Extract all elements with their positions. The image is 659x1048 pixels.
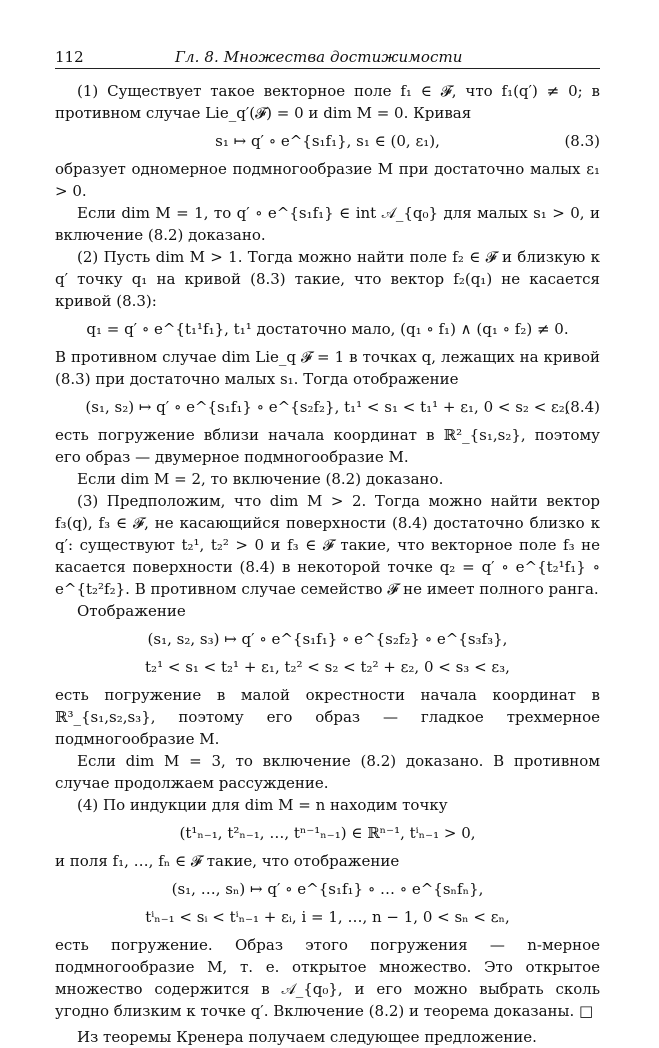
equation-point [55, 822, 600, 844]
paragraph-10: есть погружение в малой окрестности начала координат в ℝ³_{s₁,s₂,s₃}, поэтому его образ — гладкое трехмерное подмногообразие M. [55, 686, 600, 748]
equation-nd-bounds [55, 906, 600, 928]
equation-q1-body: q₁ = q′ ∘ e^{t₁¹f₁}, t₁¹ достаточно мало, (q₁ ∘ f₁) ∧ (q₁ ∘ f₂) ≠ 0. [86, 320, 569, 338]
page-header [55, 46, 600, 69]
equation-8-4-tag: (8.4) [564, 398, 600, 416]
page-content [55, 80, 600, 1048]
paragraph-6: есть погружение вблизи начала координат в ℝ²_{s₁,s₂}, поэтому его образ — двумерное подмногообразие M. [55, 426, 600, 466]
paragraph-4: (2) Пусть dim M > 1. Тогда можно найти поле f₂ ∈ 𝓕 и близкую к q′ точку q₁ на кривой (8.3) такие, что вектор f₂(q₁) не касается кривой (8.3): [55, 248, 600, 310]
equation-3d-map-body: (s₁, s₂, s₃) ↦ q′ ∘ e^{s₁f₁} ∘ e^{s₂f₂} ∘ e^{s₃f₃}, [147, 630, 508, 648]
paragraph-1: (1) Существует такое векторное поле f₁ ∈ 𝓕, что f₁(q′) ≠ 0; в противном случае Lie_q′(𝓕) = 0 и dim M = 0. Кривая [55, 82, 600, 122]
paragraph-5: В противном случае dim Lie_q 𝓕 = 1 в точках q, лежащих на кривой (8.3) при достаточно малых s₁. Тогда отображение [55, 348, 600, 388]
page-number: 112 [55, 48, 84, 66]
paragraph-11: Если dim M = 3, то включение (8.2) доказано. В противном случае продолжаем рассуждение. [55, 752, 600, 792]
equation-8-4-body: (s₁, s₂) ↦ q′ ∘ e^{s₁f₁} ∘ e^{s₂f₂}, t₁¹ < s₁ < t₁¹ + ε₁, 0 < s₂ < ε₂, [85, 398, 570, 416]
paragraph-14: есть погружение. Образ этого погружения — n-мерное подмногообразие M, т. е. открытое множество. Это открытое множество содержится в 𝒜_{q₀}, и его можно выбрать сколь угодно близким к точке q′. Включение (8.2) и теорема доказаны. □ [55, 936, 600, 1020]
equation-3d-map [55, 628, 600, 650]
running-title: Гл. 8. Множества достижимости [175, 48, 463, 66]
paragraph-9: Отображение [77, 602, 186, 620]
book-page [55, 0, 600, 1046]
paragraph-13: и поля f₁, …, fₙ ∈ 𝓕 такие, что отображение [55, 852, 400, 870]
equation-8-3 [55, 130, 600, 152]
paragraph-12: (4) По индукции для dim M = n находим точку [77, 796, 448, 814]
equation-8-3-body: s₁ ↦ q′ ∘ e^{s₁f₁}, s₁ ∈ (0, ε₁), [215, 132, 440, 150]
equation-nd-bounds-body: tⁱₙ₋₁ < sᵢ < tⁱₙ₋₁ + εᵢ, i = 1, …, n − 1, 0 < sₙ < εₙ, [145, 908, 510, 926]
equation-point-body: (t¹ₙ₋₁, t²ₙ₋₁, …, tⁿ⁻¹ₙ₋₁) ∈ ℝⁿ⁻¹, tⁱₙ₋₁ > 0, [179, 824, 476, 842]
equation-nd-map-body: (s₁, …, sₙ) ↦ q′ ∘ e^{s₁f₁} ∘ … ∘ e^{sₙfₙ}, [171, 880, 484, 898]
equation-3d-bounds [55, 656, 600, 678]
paragraph-3: Если dim M = 1, то q′ ∘ e^{s₁f₁} ∈ int 𝒜_{q₀} для малых s₁ > 0, и включение (8.2) доказано. [55, 204, 600, 244]
equation-3d-bounds-body: t₂¹ < s₁ < t₂¹ + ε₁, t₂² < s₂ < t₂² + ε₂, 0 < s₃ < ε₃, [145, 658, 510, 676]
equation-q1 [55, 318, 600, 340]
paragraph-15: Из теоремы Кренера получаем следующее предложение. [77, 1028, 537, 1046]
paragraph-8: (3) Предположим, что dim M > 2. Тогда можно найти вектор f₃(q), f₃ ∈ 𝓕, не касающийся поверхности (8.4) достаточно близко к q′: существуют t₂¹, t₂² > 0 и f₃ ∈ 𝓕 такие, что векторное поле f₃ не касается поверхности (8.4) в некоторой точке q₂ = q′ ∘ e^{t₂¹f₁} ∘ e^{t₂²f₂}. В противном случае семейство 𝓕 не имеет полного ранга. [55, 492, 600, 598]
equation-8-4 [55, 396, 600, 418]
equation-nd-map [55, 878, 600, 900]
equation-8-3-tag: (8.3) [564, 132, 600, 150]
paragraph-7: Если dim M = 2, то включение (8.2) доказано. [77, 470, 444, 488]
paragraph-2: образует одномерное подмногообразие M при достаточно малых ε₁ > 0. [55, 160, 600, 200]
